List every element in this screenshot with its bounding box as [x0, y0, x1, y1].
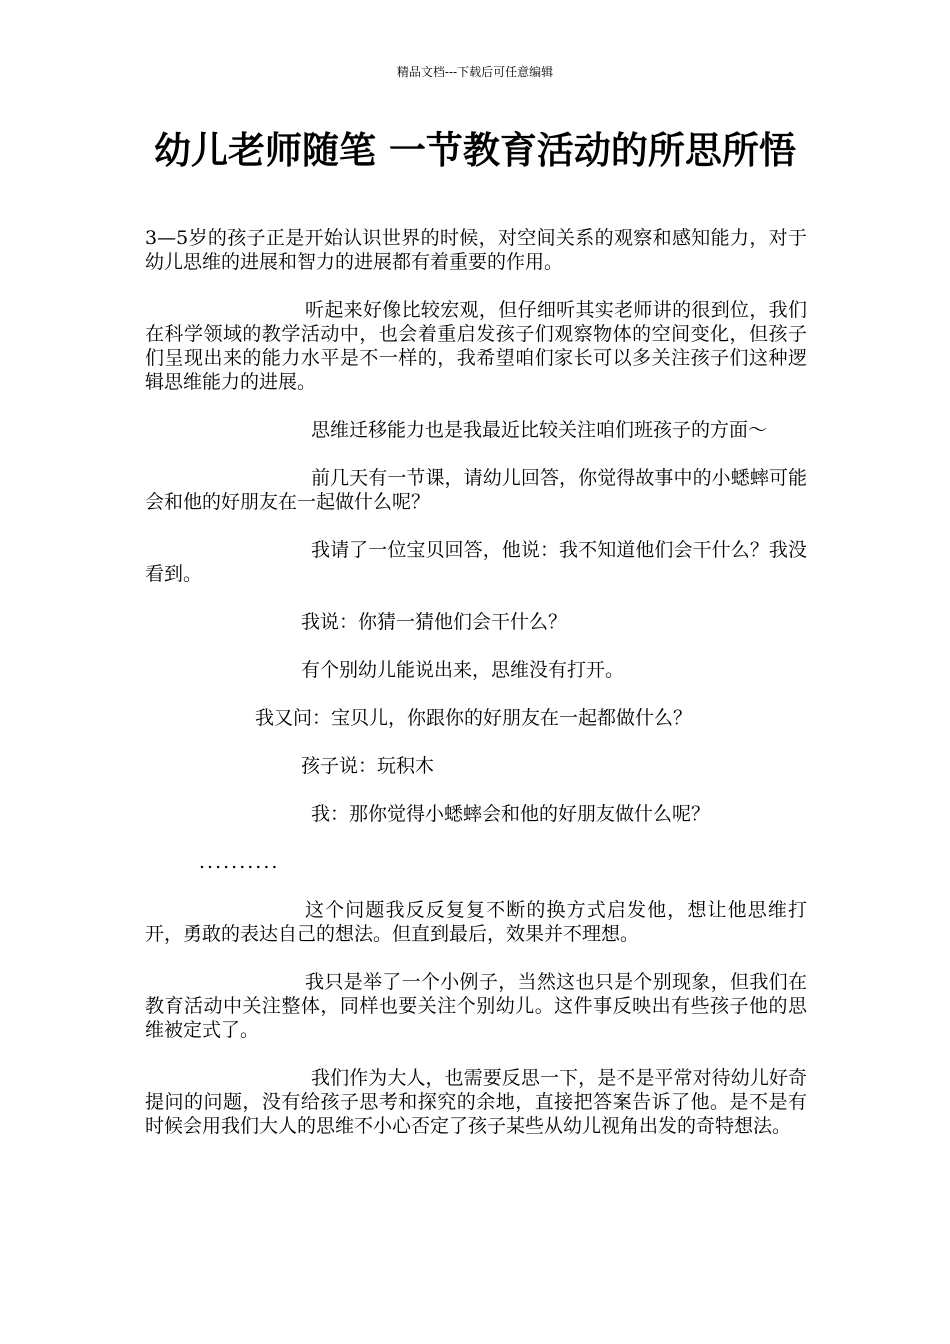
paragraph-example-note: 我只是举了一个小例子，当然这也只是个别现象，但我们在教育活动中关注整体，同样也要关注个别幼儿。这件事反映出有些孩子他的思维被定式了。 [145, 971, 807, 1041]
document-title: 幼儿老师随笔 一节教育活动的所思所悟 [154, 128, 796, 172]
paragraph-intro: 3—5岁的孩子正是开始认识世界的时候，对空间关系的观察和感知能力，对于幼儿思维的进展和智力的进展都有着重要的作用。 [145, 227, 807, 273]
header-note: 精品文档---下载后可任意编辑 [396, 65, 554, 79]
paragraph-child-answer: 我请了一位宝贝回答，他说：我不知道他们会干什么？我没看到。 [145, 539, 807, 585]
paragraph-guess-prompt: 我说：你猜一猜他们会干什么？ [301, 611, 568, 633]
paragraph-ellipsis: .......... [199, 851, 280, 873]
paragraph-ask-again: 我又问：宝贝儿，你跟你的好朋友在一起都做什么？ [255, 707, 693, 729]
paragraph-thinking-transfer: 思维迁移能力也是我最近比较关注咱们班孩子的方面～ [311, 419, 768, 441]
paragraph-cricket-question: 我：那你觉得小蟋蟀会和他的好朋友做什么呢？ [311, 803, 711, 825]
paragraph-play-blocks: 孩子说：玩积木 [301, 755, 435, 777]
paragraph-teacher-comment: 听起来好像比较宏观，但仔细听其实老师讲的很到位，我们在科学领域的教学活动中，也会着重启发孩子们观察物体的空间变化，但孩子们呈现出来的能力水平是不一样的，我希望咱们家长可以多关注孩子们这种逻辑思维能力的进展。 [145, 299, 807, 393]
paragraph-repeated-guidance: 这个问题我反反复复不断的换方式启发他，想让他思维打开，勇敢的表达自己的想法。但直到最后，效果并不理想。 [145, 899, 807, 945]
document-body [145, 226, 807, 1138]
paragraph-lesson-question: 前几天有一节课，请幼儿回答，你觉得故事中的小蟋蟀可能会和他的好朋友在一起做什么呢？ [145, 467, 807, 513]
paragraph-reflection: 我们作为大人，也需要反思一下，是不是平常对待幼儿好奇提问的问题，没有给孩子思考和探究的余地，直接把答案告诉了他。是不是有时候会用我们大人的思维不小心否定了孩子某些从幼儿视角出发的奇特想法。 [145, 1067, 807, 1137]
paragraph-few-answers: 有个别幼儿能说出来，思维没有打开。 [301, 659, 625, 681]
